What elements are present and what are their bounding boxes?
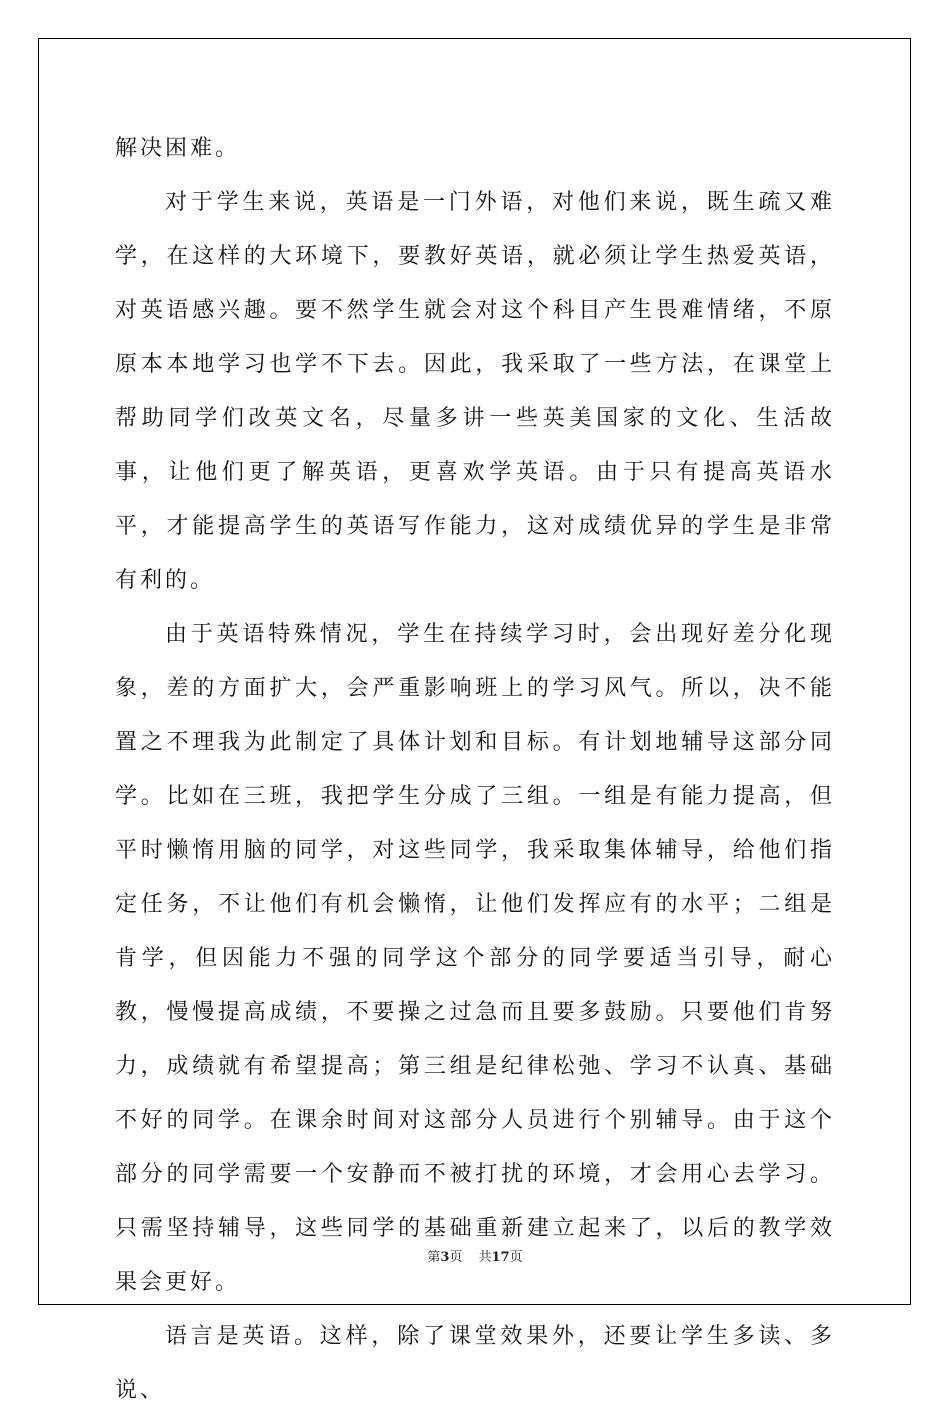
page-unit: 页 <box>449 1250 463 1265</box>
page-current: 3 <box>440 1250 450 1265</box>
document-body <box>115 122 835 1418</box>
paragraph: 对于学生来说，英语是一门外语，对他们来说，既生疏又难学，在这样的大环境下，要教好英语，就必须让学生热爱英语，对英语感兴趣。要不然学生就会对这个科目产生畏难情绪，不原原本本地学习也学不下去。因此，我采取了一些方法，在课堂上帮助同学们改英文名，尽量多讲一些英美国家的文化、生活故事，让他们更了解英语，更喜欢学英语。由于只有提高英语水平，才能提高学生的英语写作能力，这对成绩优异的学生是非常有利的。 <box>115 190 835 593</box>
paragraph-continuation: 解决困难。 <box>115 136 241 161</box>
page-footer <box>0 1246 950 1265</box>
paragraph: 由于英语特殊情况，学生在持续学习时，会出现好差分化现象，差的方面扩大，会严重影响班上的学习风气。所以，决不能置之不理我为此制定了具体计划和目标。有计划地辅导这部分同学。比如在三班，我把学生分成了三组。一组是有能力提高，但平时懒惰用脑的同学，对这些同学，我采取集体辅导，给他们指定任务，不让他们有机会懒惰，让他们发挥应有的水平；二组是肯学，但因能力不强的同学这个部分的同学要适当引导，耐心教，慢慢提高成绩，不要操之过急而且要多鼓励。只要他们肯努力，成绩就有希望提高；第三组是纪律松弛、学习不认真、基础不好的同学。在课余时间对这部分人员进行个别辅导。由于这个部分的同学需要一个安静而不被打扰的环境，才会用心去学习。只需坚持辅导，这些同学的基础重新建立起来了，以后的教学效果会更好。 <box>115 622 835 1295</box>
paragraph: 语言是英语。这样，除了课堂效果外，还要让学生多读、多说、 <box>115 1324 835 1403</box>
total-prefix: 共 <box>478 1250 492 1265</box>
page-total: 17 <box>491 1250 510 1265</box>
total-unit: 页 <box>509 1250 523 1265</box>
page-prefix: 第 <box>427 1250 441 1265</box>
